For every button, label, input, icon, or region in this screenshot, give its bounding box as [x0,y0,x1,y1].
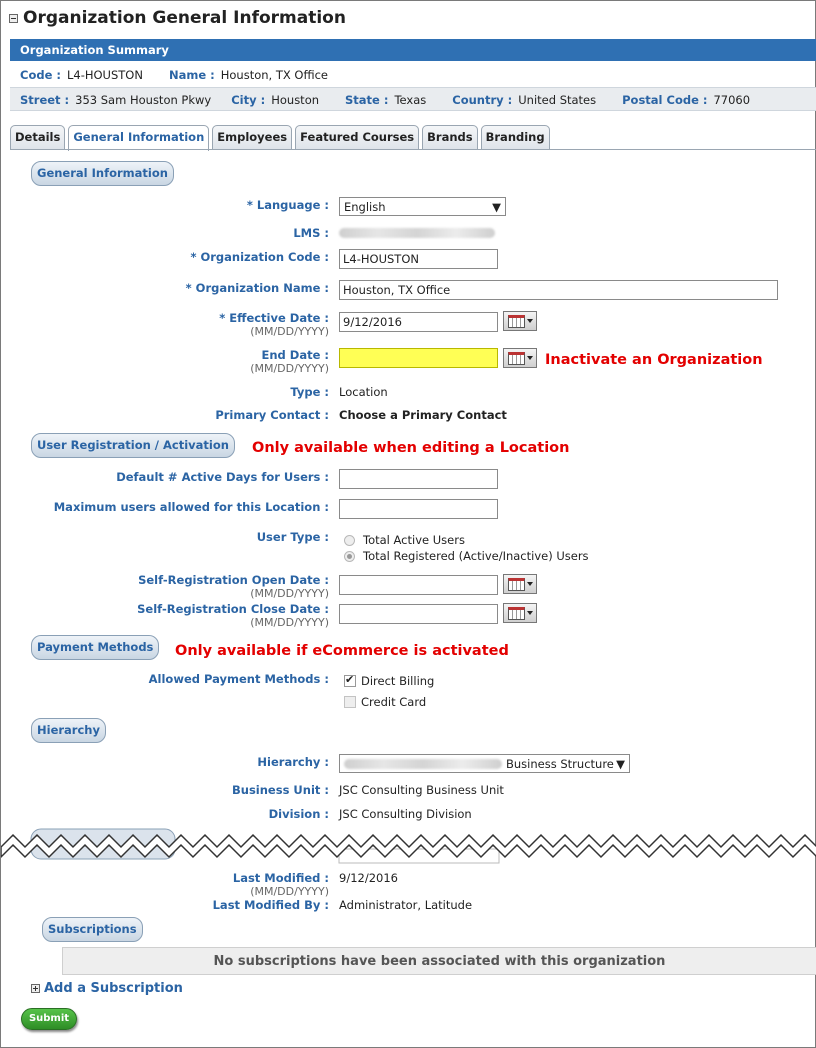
summary-row-1 [10,63,816,87]
country-label: Country : [452,93,513,107]
max-users-label: Maximum users allowed for this Location : [53,500,329,514]
end-date-annotation: Inactivate an Organization [545,352,763,368]
org-code-input[interactable]: L4-HOUSTON [339,249,498,269]
close-date-label [29,602,329,629]
end-date-input[interactable] [339,348,498,368]
close-date-label-text: Self-Registration Close Date : [137,602,329,616]
page-break-tear [1,827,816,867]
effective-date-label-text: * Effective Date : [219,311,329,325]
open-date-calendar-icon[interactable] [503,574,537,594]
end-date-label [29,348,329,375]
type-label: Type : [290,385,329,399]
active-days-label: Default # Active Days for Users : [116,470,329,484]
tab-brands[interactable]: Brands [422,125,477,149]
last-modified-label [29,871,329,898]
close-date-calendar-icon[interactable] [503,603,537,623]
plus-icon [31,984,40,993]
section-subscriptions[interactable]: Subscriptions [42,917,143,942]
primary-contact-link[interactable]: Choose a Primary Contact [339,408,507,422]
city-value: Houston [271,93,320,107]
hierarchy-suffix: Business Structure [506,756,614,771]
type-value: Location [339,385,388,399]
city-label: City : [231,93,266,107]
primary-contact-label: Primary Contact : [215,408,329,422]
state-label: State : [345,93,389,107]
page-title-text: Organization General Information [23,8,346,28]
code-label: Code : [20,68,61,82]
language-select[interactable] [339,197,506,216]
section-general-information[interactable]: General Information [31,161,174,186]
last-modified-by-label: Last Modified By : [212,898,329,912]
hierarchy-select[interactable] [339,754,630,773]
hierarchy-label: Hierarchy : [257,755,329,769]
street-label: Street : [20,93,70,107]
hierarchy-redacted [344,759,502,769]
tab-bar [10,125,550,151]
open-date-input[interactable] [339,575,498,595]
direct-billing-label: Direct Billing [361,674,435,688]
tab-featured-courses[interactable]: Featured Courses [295,125,419,149]
effective-date-input[interactable]: 9/12/2016 [339,312,498,332]
chevron-down-icon [527,611,533,615]
calendar-icon [508,578,525,591]
effective-date-label [29,311,329,338]
country-value: United States [518,93,597,107]
lms-value-redacted [339,228,495,238]
business-unit-value: JSC Consulting Business Unit [339,783,504,797]
language-label: * Language : [246,198,329,212]
calendar-icon [508,607,525,620]
effective-date-format: (MM/DD/YYYY) [250,325,329,338]
submit-button[interactable]: Submit [21,1008,77,1030]
close-date-input[interactable] [339,604,498,624]
section-payment-methods[interactable]: Payment Methods [31,635,159,660]
end-date-label-text: End Date : [261,348,329,362]
postal-label: Postal Code : [622,93,708,107]
language-value: English [344,199,386,214]
hierarchy-value [344,757,614,771]
radio-registered[interactable] [344,551,355,562]
radio-registered-label: Total Registered (Active/Inactive) Users [363,549,589,563]
postal-value: 77060 [713,93,751,107]
payment-methods-label: Allowed Payment Methods : [148,672,329,686]
collapse-icon[interactable] [9,14,18,23]
open-date-label [29,573,329,600]
last-modified-label-text: Last Modified : [232,871,329,885]
end-date-format: (MM/DD/YYYY) [250,362,329,375]
state-value: Texas [394,93,427,107]
tab-divider [10,149,816,150]
org-name-label: * Organization Name : [185,281,329,295]
dropdown-arrow-icon: ▼ [616,756,625,771]
business-unit-label: Business Unit : [232,783,329,797]
end-date-calendar-icon[interactable] [503,348,537,368]
credit-card-label: Credit Card [361,695,427,709]
checkbox-direct-billing[interactable] [344,675,356,687]
org-name-input[interactable]: Houston, TX Office [339,280,778,300]
tab-branding[interactable]: Branding [481,125,550,149]
summary-header: Organization Summary [10,39,816,61]
radio-active-label: Total Active Users [363,533,465,547]
chevron-down-icon [527,319,533,323]
user-type-option-registered[interactable] [344,549,589,563]
lms-label: LMS : [293,226,329,240]
name-label: Name : [168,68,215,82]
calendar-icon [508,315,525,328]
division-value: JSC Consulting Division [339,807,472,821]
active-days-input[interactable] [339,469,498,489]
payment-credit-card[interactable] [344,695,426,709]
no-subscriptions-message: No subscriptions have been associated with this organization [62,947,816,975]
payment-annotation: Only available if eCommerce is activated [175,643,509,659]
org-code-label: * Organization Code : [190,250,329,264]
division-label: Division : [268,807,329,821]
calendar-icon [508,352,525,365]
name-value: Houston, TX Office [220,68,328,82]
last-modified-format: (MM/DD/YYYY) [250,885,329,898]
last-modified-value: 9/12/2016 [339,871,398,885]
checkbox-credit-card[interactable] [344,696,356,708]
section-hierarchy[interactable]: Hierarchy [31,718,106,743]
registration-annotation: Only available when editing a Location [252,440,570,456]
user-type-label: User Type : [256,530,329,544]
page-title [9,8,346,28]
chevron-down-icon [527,582,533,586]
tab-general-information[interactable]: General Information [68,125,209,151]
open-date-format: (MM/DD/YYYY) [250,587,329,600]
last-modified-by-value: Administrator, Latitude [339,898,473,912]
street-value: 353 Sam Houston Pkwy [75,93,212,107]
close-date-format: (MM/DD/YYYY) [250,616,329,629]
code-value: L4-HOUSTON [66,68,143,82]
payment-direct-billing[interactable] [344,674,434,688]
tab-employees[interactable]: Employees [212,125,292,149]
max-users-input[interactable] [339,499,498,519]
section-user-registration[interactable]: User Registration / Activation [31,433,235,458]
radio-active[interactable] [344,535,355,546]
dropdown-arrow-icon: ▼ [492,199,501,214]
add-subscription-link[interactable] [31,981,183,996]
user-type-option-active[interactable] [344,533,465,547]
open-date-label-text: Self-Registration Open Date : [138,573,329,587]
add-subscription-label: Add a Subscription [44,981,183,996]
summary-row-2 [10,87,816,111]
chevron-down-icon [527,356,533,360]
tab-details[interactable]: Details [10,125,65,149]
effective-date-calendar-icon[interactable] [503,311,537,331]
